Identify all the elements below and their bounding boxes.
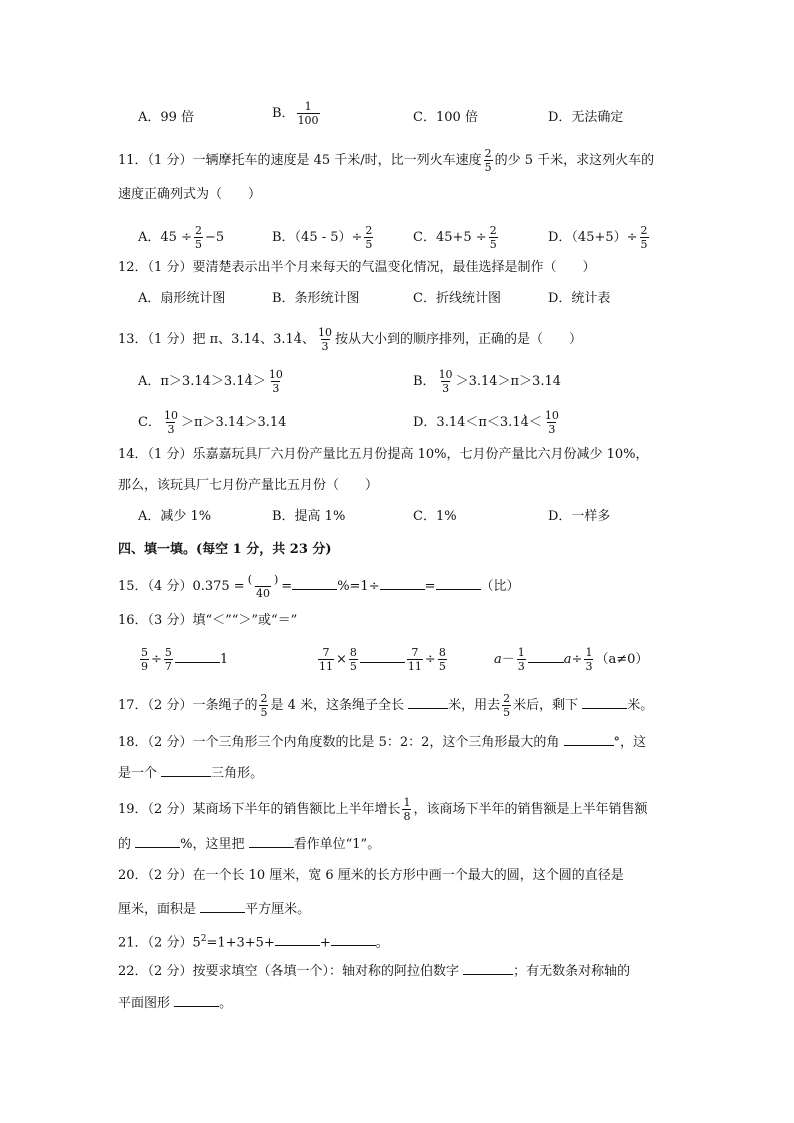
stem-text: =1+3+5+ — [206, 935, 275, 951]
numerator: 7 — [411, 646, 419, 659]
numerator: 1 — [304, 100, 312, 113]
answer-blank[interactable] — [275, 931, 320, 946]
denominator: 5 — [640, 238, 648, 251]
stem-text: %，这里把 — [180, 837, 249, 852]
q14-option-d: D．一样多 — [548, 509, 611, 524]
q11-stem-line1 — [118, 147, 654, 174]
repeating-digit: · 4 — [521, 415, 529, 430]
stem-text: 看作单位“1”。 — [293, 837, 381, 852]
numerator: 1 — [517, 646, 525, 659]
denominator: 5 — [349, 660, 357, 673]
stem-text: 是一个 — [118, 766, 162, 781]
q19-line2 — [118, 833, 380, 855]
q10-option-d: D．无法确定 — [548, 110, 624, 125]
stem-text: 厘米，面积是 — [118, 902, 201, 917]
q16-item-c — [494, 646, 648, 673]
answer-blank[interactable] — [582, 694, 627, 709]
denominator: 5 — [260, 706, 268, 719]
q22-line1 — [118, 960, 630, 982]
denominator: 100 — [297, 114, 319, 127]
fraction — [544, 409, 560, 436]
q14-option-a: A．减少 1% — [138, 509, 212, 524]
numerator: 8 — [438, 646, 446, 659]
q14-stem-line2: 那么，该玩具厂七月份产量比五月份（ ） — [118, 478, 379, 493]
stem-text: 是 4 米，这条绳子全长 — [270, 698, 409, 713]
stem-text: ；有无数条对称轴的 — [513, 964, 631, 979]
numerator: 2 — [489, 224, 497, 237]
answer-blank[interactable] — [161, 762, 211, 777]
denominator: 3 — [442, 382, 450, 395]
answer-blank[interactable] — [331, 931, 376, 946]
denominator: 9 — [141, 660, 148, 673]
q20-line1: 20．（2 分）在一个长 10 厘米，宽 6 厘米的长方形中画一个最大的圆，这个圆的直径是 — [118, 868, 624, 883]
q18-line1 — [118, 731, 646, 753]
option-text: ＞π＞3.14＞3.14 — [180, 415, 287, 430]
option-label: C． — [138, 415, 161, 430]
stem-text: 17．（2 分）一条绳子的 — [118, 698, 258, 713]
fraction — [297, 100, 320, 127]
answer-blank[interactable] — [135, 833, 180, 848]
stem-text: 13．（1 分）把 π、3.14、3.1 — [118, 332, 294, 347]
q16-item-a — [138, 646, 228, 673]
stem-text: 。 — [375, 935, 389, 951]
denominator: 11 — [407, 660, 422, 673]
fraction — [402, 796, 411, 823]
q13-option-c — [138, 409, 286, 436]
q14-option-c: C．1% — [413, 509, 457, 524]
fraction — [502, 692, 511, 719]
option-label: C．45+5 ÷ — [413, 230, 487, 245]
q12-option-b: B．条形统计图 — [272, 291, 360, 306]
comparison-sign: ＜ — [528, 415, 542, 430]
repeating-digit: · 4 — [294, 332, 302, 347]
denominator: 3 — [517, 660, 525, 673]
denominator: 7 — [164, 660, 172, 673]
equals-sign: = — [281, 579, 293, 594]
denominator: 5 — [194, 238, 202, 251]
answer-blank[interactable] — [408, 694, 448, 709]
q12-stem: 12．（1 分）要清楚表示出半个月来每天的气温变化情况，最佳选择是制作（ ） — [118, 260, 596, 275]
fraction — [140, 646, 149, 673]
numerator: 2 — [503, 692, 511, 705]
operator: ÷ — [571, 652, 583, 667]
fraction — [318, 646, 334, 673]
numerator: 10 — [163, 409, 178, 422]
fraction — [259, 692, 268, 719]
numerator: 2 — [260, 692, 268, 705]
option-label: D．3.14＜π＜3.1 — [413, 415, 521, 430]
denominator: 3 — [585, 660, 593, 673]
numerator: 10 — [268, 368, 283, 381]
stem-text: °，这 — [613, 735, 647, 750]
condition: （a≠0） — [595, 652, 649, 667]
stem-text: 按从大小到的顺序排列，正确的是（ ） — [335, 332, 583, 347]
q13-option-d — [413, 409, 562, 436]
answer-blank[interactable] — [174, 992, 219, 1007]
numerator: 10 — [318, 326, 333, 339]
repeating-digit: · 4 — [245, 374, 253, 389]
stem-text: 15．（4 分）0.375 = — [118, 579, 245, 594]
numerator: 10 — [438, 368, 453, 381]
section-heading: 四、填一填。(每空 1 分，共 23 分) — [118, 542, 332, 557]
stem-text: 米。 — [627, 698, 654, 713]
denominator: 5 — [438, 660, 446, 673]
stem-text: 三角形。 — [211, 766, 264, 781]
denominator: 5 — [365, 238, 373, 251]
numerator: 1 — [585, 646, 593, 659]
fraction — [349, 646, 358, 673]
q16-item-b — [316, 646, 449, 673]
numerator: 7 — [322, 646, 330, 659]
fraction — [438, 646, 447, 673]
q13-option-b — [413, 368, 561, 395]
answer-blank[interactable] — [200, 898, 245, 913]
numerator: 10 — [544, 409, 559, 422]
q19-line1 — [118, 796, 647, 823]
option-label: A．45 ÷ — [138, 230, 192, 245]
q12-option-a: A．扇形统计图 — [138, 291, 226, 306]
operator: × — [336, 652, 347, 667]
q10-option-a: A．99 倍 — [138, 110, 195, 125]
option-label: B． — [272, 106, 295, 121]
denominator: 11 — [319, 660, 333, 673]
numerator: 2 — [194, 224, 202, 237]
answer-blank[interactable] — [463, 960, 513, 975]
variable: a — [494, 652, 502, 667]
fraction — [268, 368, 284, 395]
denominator: 3 — [548, 423, 556, 436]
numerator: 5 — [141, 646, 148, 659]
q15-line — [118, 573, 520, 600]
option-label: A．π＞3.14＞3.1 — [138, 374, 245, 389]
fraction — [317, 326, 333, 353]
stem-text: 米后，剩下 — [513, 698, 583, 713]
answer-blank[interactable] — [528, 648, 564, 663]
q11-option-b — [272, 224, 375, 251]
stem-text: ，该商场下半年的销售额是上半年销售额 — [413, 802, 648, 817]
answer-blank[interactable] — [249, 833, 294, 848]
q14-option-b: B．提高 1% — [272, 509, 346, 524]
q11-stem-line2: 速度正确列式为（ ） — [118, 187, 262, 202]
operator: ÷ — [424, 652, 436, 667]
fraction — [489, 224, 498, 251]
stem-text: （比） — [480, 579, 520, 594]
stem-text: 21．（2 分）5 — [118, 935, 201, 951]
stem-text: 平面图形 — [118, 996, 175, 1011]
q20-line2 — [118, 898, 310, 920]
q11-option-a — [138, 224, 224, 251]
stem-text: 18．（2 分）一个三角形三个内角度数的比是 5：2：2，这个三角形最大的角 — [118, 735, 564, 750]
fraction — [247, 573, 280, 600]
denominator: 3 — [167, 423, 175, 436]
q16-stem: 16．（3 分）填“＜”“＞”或“＝” — [118, 613, 298, 628]
fraction — [364, 224, 373, 251]
q17-line — [118, 692, 653, 719]
fraction — [164, 646, 173, 673]
answer-blank[interactable] — [564, 731, 614, 746]
option-text: −5 — [204, 230, 225, 245]
numerator: 2 — [640, 224, 648, 237]
q21-line — [118, 929, 389, 953]
stem-text: 的 — [118, 837, 136, 852]
answer-blank[interactable] — [436, 575, 481, 590]
variable: a — [563, 652, 572, 667]
answer-blank[interactable] — [292, 575, 337, 590]
q13-stem: 13．（1 分）把 π、3.14、3.1· 4、 $\frac{10}{3}$ 按从大小到的顺序排列，正确的是（ ） — [118, 326, 582, 353]
denominator: 5 — [484, 161, 492, 174]
q22-line2 — [118, 992, 232, 1014]
q11-option-d — [548, 224, 651, 251]
stem-text: 22．（2 分）按要求填空（各填一个）：轴对称的阿拉伯数字 — [118, 964, 464, 979]
comparison-sign: ＞ — [252, 374, 266, 389]
fraction — [438, 368, 454, 395]
stem-text: 的少 5 千米，求这列火车的 — [494, 153, 655, 168]
answer-blank[interactable] — [380, 575, 425, 590]
numerator: 8 — [349, 646, 357, 659]
q18-line2 — [118, 762, 263, 784]
operator: － — [501, 652, 515, 667]
answer-blank[interactable] — [360, 648, 405, 663]
stem-text: %=1÷ — [337, 579, 380, 594]
option-label: D．（45+5）÷ — [548, 230, 638, 245]
fraction — [407, 646, 423, 673]
equals-sign: = — [424, 579, 436, 594]
numerator: 5 — [164, 646, 172, 659]
q14-stem-line1: 14．（1 分）乐嘉嘉玩具厂六月份产量比五月份提高 10%，七月份产量比六月份减少 10%， — [118, 447, 649, 462]
denominator: 3 — [321, 340, 329, 353]
stem-text: 。 — [219, 996, 233, 1011]
fraction — [584, 646, 593, 673]
denominator: 5 — [489, 238, 497, 251]
numerator: 1 — [403, 796, 411, 809]
q12-option-c: C．折线统计图 — [413, 291, 501, 306]
stem-text: 平方厘米。 — [245, 902, 311, 917]
answer-blank[interactable] — [175, 648, 220, 663]
option-label: B．（45 - 5）÷ — [272, 230, 363, 245]
numerator: 2 — [484, 147, 492, 160]
stem-text: 米，用去 — [448, 698, 501, 713]
fraction — [484, 147, 493, 174]
fraction — [194, 224, 203, 251]
denominator: 8 — [403, 810, 411, 823]
exponent: 2 — [200, 934, 207, 944]
q12-option-d: D．统计表 — [548, 291, 611, 306]
numerator: 2 — [365, 224, 373, 237]
denominator: 40 — [255, 587, 270, 600]
q13-option-a — [138, 368, 286, 395]
q11-option-c — [413, 224, 500, 251]
option-label: B． — [413, 374, 436, 389]
operand: 1 — [219, 652, 229, 667]
numerator: ( ) — [247, 573, 279, 586]
q10-option-b — [272, 100, 322, 127]
operator: + — [319, 935, 331, 951]
fraction — [163, 409, 179, 436]
denominator: 3 — [272, 382, 280, 395]
fraction — [640, 224, 649, 251]
denominator: 5 — [503, 706, 511, 719]
q10-option-c: C．100 倍 — [413, 110, 478, 125]
fraction — [517, 646, 526, 673]
stem-text: 19．（2 分）某商场下半年的销售额比上半年增长 — [118, 802, 401, 817]
operator: ÷ — [151, 652, 162, 667]
option-text: ＞3.14＞π＞3.14 — [455, 374, 561, 389]
stem-text: 11．（1 分）一辆摩托车的速度是 45 千米/时，比一列火车速度 — [118, 153, 482, 168]
